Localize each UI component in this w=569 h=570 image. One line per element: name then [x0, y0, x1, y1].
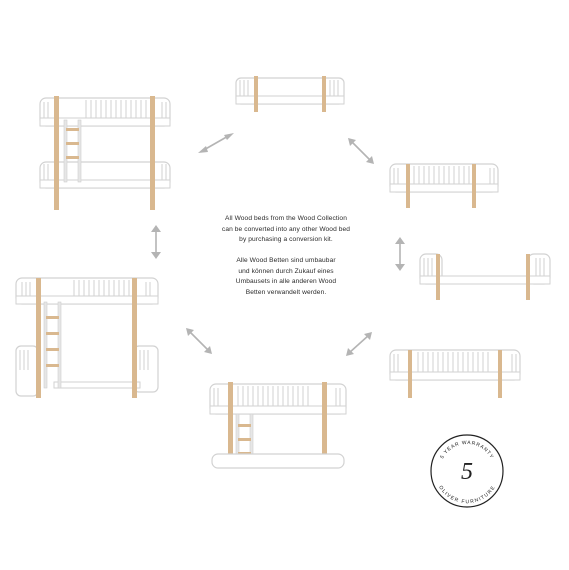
sofa-bed-icon [388, 160, 500, 210]
junior-bed-icon [234, 74, 346, 114]
day-bed-icon [388, 346, 522, 400]
caption-de-line: Umbausets in alle anderen Wood [235, 278, 337, 286]
caption-en-line: by purchasing a conversion kit. [239, 236, 333, 244]
single-bed-icon [418, 250, 552, 302]
double-arrow-icon [392, 236, 408, 272]
caption-en-line: can be converted into any other Wood bed [221, 225, 351, 233]
double-arrow-icon [344, 330, 374, 358]
caption-english [196, 214, 376, 246]
caption-en-line: All Wood beds from the Wood Collection [225, 215, 347, 222]
bunk-bed-icon [36, 92, 176, 212]
warranty-badge-icon [428, 432, 506, 510]
badge-top-text: 5 YEAR WARRANTY [439, 439, 495, 460]
low-loft-bed-icon [208, 380, 348, 472]
double-arrow-icon [148, 224, 164, 260]
loft-bed-icon [14, 274, 160, 402]
caption-de-line: Alle Wood Betten sind umbaubar [236, 257, 336, 264]
caption-de-line: und können durch Zukauf eines [238, 267, 334, 275]
double-arrow-icon [196, 130, 236, 156]
double-arrow-icon [184, 326, 214, 356]
caption-german [196, 256, 376, 298]
badge-bottom-text: OLIVER FURNITURE [437, 484, 497, 506]
badge-number: 5 [461, 459, 473, 485]
double-arrow-icon [346, 136, 376, 166]
caption-de-line: Betten verwandelt werden. [245, 288, 327, 296]
